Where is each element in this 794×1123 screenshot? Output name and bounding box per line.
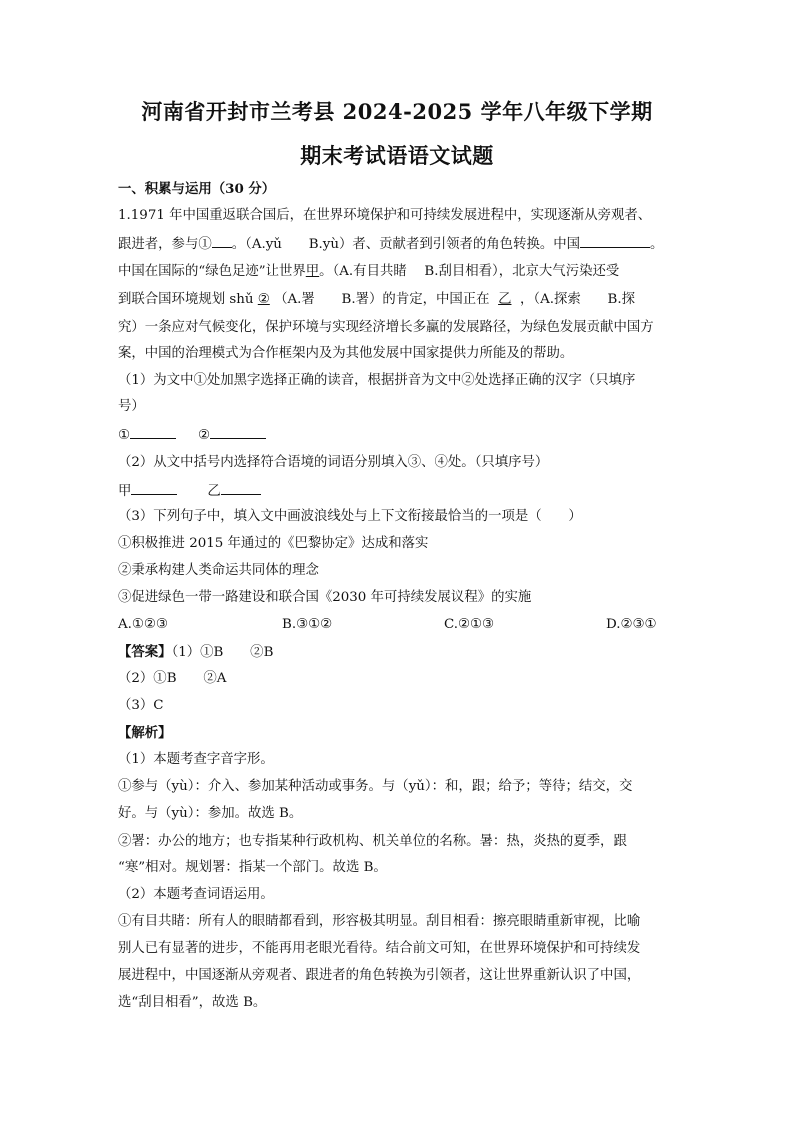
analysis-line-2: ①参与（yù）：介入、参加某种活动或事务。与（yǔ）：和，跟；给予；等待；结交，交 xyxy=(118,779,633,794)
blank-label: 甲 xyxy=(118,484,132,499)
blank-label: ② xyxy=(198,428,211,443)
passage-text: 。（A.有目共睹 B.刮目相看），北京大气污染还受 xyxy=(319,264,620,279)
passage-text: 。（A.yǔ B.yù）者、贡献者到引领者的角色转换。中国 xyxy=(231,237,581,252)
analysis-label: 【解析】 xyxy=(118,725,172,741)
question-1-line-1: （1）为文中①处加黑字选择正确的读音，根据拼音为文中②处选择正确的汉字（只填序 xyxy=(118,373,636,388)
analysis-line-10: 选“刮目相看”，故选 B。 xyxy=(118,995,267,1010)
question-2-line-1: （2）从文中括号内选择符合语境的词语分别填入③、④处。（只填序号） xyxy=(118,455,549,470)
question-2-blanks xyxy=(118,482,678,501)
passage-text: 。 xyxy=(650,237,664,252)
answer-blank-2[interactable] xyxy=(210,426,266,439)
analysis-line-7: ①有目共睹：所有人的眼睛都看到，形容极其明显。刮目相看：擦亮眼睛重新审视，比喻 xyxy=(118,914,641,929)
question-1-blanks xyxy=(118,426,678,445)
option-d[interactable]: D.②③① xyxy=(606,617,657,632)
sentence-2: ②秉承构建人类命运共同体的理念 xyxy=(118,563,319,578)
passage-line-1: 1.1971 年中国重返联合国后，在世界环境保护和可持续发展进程中，实现逐渐从旁观者、 xyxy=(118,208,652,223)
passage-line-4 xyxy=(118,291,678,309)
option-b[interactable]: B.③①② xyxy=(282,617,333,632)
blank-wave[interactable] xyxy=(580,235,650,248)
analysis-line-6: （2）本题考查词语运用。 xyxy=(118,887,274,902)
blank-jia[interactable]: 甲 xyxy=(305,264,320,279)
blank-label: 乙 xyxy=(207,484,221,499)
blank-yi[interactable]: 乙 xyxy=(498,292,512,307)
passage-text: 跟进者，参与① xyxy=(118,237,212,252)
passage-text: 中国在国际的“绿色足迹”让世界 xyxy=(118,264,306,279)
answer-text: （1）①B ②B xyxy=(171,645,274,660)
answer-line-2: （2）①B ②A xyxy=(118,671,227,686)
question-3-line-1: （3）下列句子中，填入文中画波浪线处与上下文衔接最恰当的一项是（ ） xyxy=(118,509,582,524)
passage-text: 到联合国环境规划 shǔ xyxy=(118,292,254,307)
passage-text: （A.署 B.署）的肯定，中国正在 xyxy=(274,292,490,307)
answer-label: 【答案】 xyxy=(118,644,172,660)
passage-line-5: 究）一条应对气候变化，保护环境与实现经济增长多赢的发展路径，为绿色发展贡献中国方 xyxy=(118,320,654,335)
analysis-line-1: （1）本题考查字音字形。 xyxy=(118,752,274,767)
sentence-3: ③促进绿色一带一路建设和联合国《2030 年可持续发展议程》的实施 xyxy=(118,590,532,605)
analysis-line-5: “寒”相对。规划署：指某一个部门。故选 B。 xyxy=(118,860,387,875)
analysis-line-4: ②署：办公的地方；也专指某种行政机构、机关单位的名称。暑：热，炎热的夏季，跟 xyxy=(118,834,627,849)
page-subtitle: 期末考试语语文试题 xyxy=(300,143,494,168)
passage-text: ，（A.探索 B.探 xyxy=(519,292,636,307)
blank-label: ① xyxy=(118,428,131,443)
passage-line-6: 案，中国的治理模式为合作框架内及为其他发展中国家提供力所能及的帮助。 xyxy=(118,346,574,361)
answer-blank-jia[interactable] xyxy=(131,482,177,495)
analysis-line-3: 好。与（yù）：参加。故选 B。 xyxy=(118,806,303,821)
blank-2[interactable]: ② xyxy=(257,292,270,307)
answer-blank-yi[interactable] xyxy=(221,482,261,495)
option-c[interactable]: C.②①③ xyxy=(444,617,495,632)
analysis-line-9: 展进程中，中国逐渐从旁观者、跟进者的角色转换为引领者，这让世界重新认识了中国， xyxy=(118,968,641,983)
answer-blank-1[interactable] xyxy=(130,426,176,439)
answer-line-1 xyxy=(118,643,678,662)
blank-1[interactable] xyxy=(212,235,232,248)
question-1-line-2: 号） xyxy=(118,399,145,414)
section-heading: 一、积累与运用（30 分） xyxy=(118,181,276,197)
answer-line-3: （3）C xyxy=(118,698,164,713)
page-title: 河南省开封市兰考县 2024-2025 学年八年级下学期 xyxy=(141,99,653,124)
analysis-line-8: 别人已有显著的进步，不能再用老眼光看待。结合前文可知，在世界环境保护和可持续发 xyxy=(118,941,641,956)
passage-line-3 xyxy=(118,263,678,281)
option-a[interactable]: A.①②③ xyxy=(118,617,168,632)
passage-line-2 xyxy=(118,235,678,254)
sentence-1: ①积极推进 2015 年通过的《巴黎协定》达成和落实 xyxy=(118,536,429,551)
